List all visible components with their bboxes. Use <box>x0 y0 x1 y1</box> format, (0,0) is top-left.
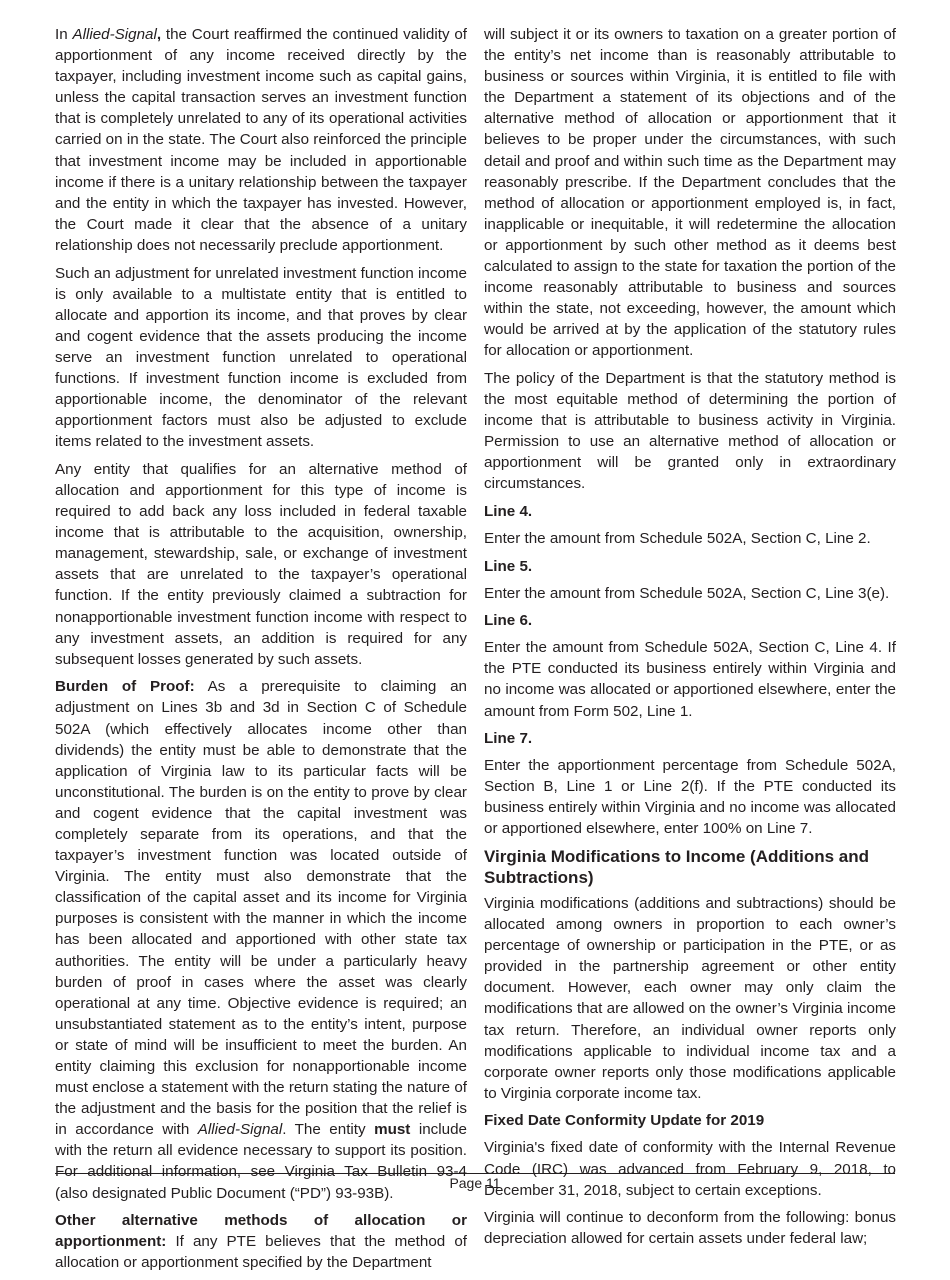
text: In <box>55 26 73 43</box>
case-name: Allied-Signal <box>72 26 157 43</box>
modifications-text: Virginia modifications (additions and subtractions) should be allocated among owners in proportion to each owner’s percentage of ownership or participation in the PTE, or as provided in the partnership agreement or other entity document. However, each owner may only claim the modifications that are allowed on the owner’s Virginia income tax return. Therefore, an individual owner reports only modifications applicable to individual income tax and a corporate owner reports only those modifications applicable to Virginia corporate income tax. <box>484 895 896 1102</box>
paragraph-policy: The policy of the Department is that the statutory method is the most equitable method of determining the portion of income that is attributable to business activity in Virginia. Permission to use an alternative method of allocation or apportionment will be granted only in extraordinary circumstances. <box>484 370 896 493</box>
line-7-text: Enter the apportionment percentage from Schedule 502A, Section B, Line 1 or Line 2(f). If the PTE conducted its business entirely within Virginia and no income was allocated or apportioned elsewhere, enter 100% on Line 7. <box>484 757 896 838</box>
line-6-text: Enter the amount from Schedule 502A, Section C, Line 4. If the PTE conducted its business entirely within Virginia and no income was allocated or apportioned elsewhere, enter the amount from Form 502, Line 1. <box>484 639 896 720</box>
paragraph-adjustment: Such an adjustment for unrelated investment function income is only available to a multistate entity that is entitled to allocate and apportion its income, and that proves by clear and cogent evidence that the assets producing the income serve an investment function unrelated to operational functions. If investment function income is excluded from apportionable income, the denominator of the relevant apportionment factors must also be adjusted to exclude items related to the investment assets. <box>55 264 467 451</box>
text: . The entity <box>282 1121 375 1139</box>
left-column <box>55 24 467 1280</box>
paragraph-other-methods <box>55 1210 467 1273</box>
text: As a prerequisite to claiming an adjustment on Lines 3b and 3d in Section C of Schedule 502A (which effectively allocates income other than dividends) the entity must be able to demonstrate that the application of Virginia law to its particular facts will be unconstitutional. The burden is on the entity to prove by clear and cogent evidence that the capital investment was completely separate from its operations, and that the taxpayer’s investment function was located outside of Virginia. The entity must also demonstrate that the classification of the capital asset and its income for Virginia purposes is consistent with the manner in which the income has been allocated and apportioned with other state tax authorities. The entity will be under a particularly heavy burden of proof in cases where the asset was clearly operational at any time. Objective evidence is required; an unsubstantiated statement as to the entity’s intent, purpose or state of mind will be insufficient to meet the burden. An entity claiming this exclusion for nonapportionable income must enclose a statement with the return stating the nature of the adjustment and the basis for the position that the relief is in accordance with <box>55 678 468 1139</box>
fixed-date-heading: Fixed Date Conformity Update for 2019 <box>484 1112 765 1130</box>
line-5-heading: Line 5. <box>484 557 533 575</box>
line-6-heading: Line 6. <box>484 612 533 630</box>
fixed-date-text-1: Virginia's fixed date of conformity with the Internal Revenue Code (IRC) was advanced from February 9, 2018, to December 31, 2018, subject to certain exceptions. <box>484 1139 896 1199</box>
modifications-heading: Virginia Modifications to Income (Additions and Subtractions) <box>484 847 870 887</box>
paragraph-allied-signal <box>55 24 467 256</box>
text: the Court reaffirmed the continued validity of apportionment of any income received directly by the taxpayer, including investment income such as capital gains, unless the capital transaction serves an investment function that is completely unrelated to any of its operational activities carried on in the state. The Court also reinforced the principle that investment income may be included in apportionable income if there is a unitary relationship between the taxpayer and the entity in which the taxpayer has invested. However, the Court made it clear that the absence of a unitary relationship does not necessarily preclude apportionment. <box>55 26 467 254</box>
paragraph-burden-of-proof <box>55 676 467 1203</box>
paragraph-alternative-method: Any entity that qualifies for an alternative method of allocation and apportionment for this type of income is required to add back any loss included in federal taxable income that is attributable to the acquisition, ownership, management, stewardship, sale, or exchange of investment assets that are unrelated to the taxpayer’s operational function. If the entity previously claimed a subtraction for nonapportionable investment function income with respect to any investment assets, an addition is required for any subsequent losses generated by such assets. <box>55 460 467 668</box>
footer-divider <box>55 1173 895 1174</box>
fixed-date-text-2: Virginia will continue to deconform from the following: bonus depreciation allowed for certain assets under federal law; <box>484 1209 896 1248</box>
right-column <box>484 24 896 1256</box>
page-number: Page 11 <box>449 1175 501 1191</box>
case-name: Allied-Signal <box>197 1121 283 1139</box>
run-in-heading: Burden of Proof: <box>55 678 195 696</box>
line-7-heading: Line 7. <box>484 730 533 748</box>
paragraph-continued: will subject it or its owners to taxation on a greater portion of the entity’s net income than is reasonably attributable to business or sources within Virginia, it is entitled to file with the Department a statement of its objections and of the alternative method of allocation or apportionment that it believes to be proper under the circumstances, with such detail and proof and within such time as the Department may reasonably prescribe. If the Department concludes that the method of allocation or apportionment employed is, in fact, inapplicable or inequitable, it will redetermine the allocation or apportionment by such other method as it deems best calculated to assign to the state for taxation the portion of the income reasonably attributable to business and sources within the state, not exceeding, however, the amount which would be arrived at by the application of the statutory rules for allocation or apportionment. <box>484 26 896 360</box>
line-4-heading: Line 4. <box>484 503 533 521</box>
text: If any PTE believes that the method of allocation or apportionment specified by the Department <box>55 1233 467 1272</box>
text: include with the return all evidence necessary to support its position. For additional information, see Virginia Tax Bulletin 93-4 (also designated Public Document (“PD”) 93-93B). <box>55 1121 467 1202</box>
text: , <box>156 26 162 43</box>
line-4-text: Enter the amount from Schedule 502A, Section C, Line 2. <box>484 530 871 548</box>
line-5-text: Enter the amount from Schedule 502A, Section C, Line 3(e). <box>484 584 890 602</box>
emphasis: must <box>374 1121 411 1139</box>
run-in-heading: Other alternative methods of allocation or apportionment: <box>55 1212 467 1251</box>
